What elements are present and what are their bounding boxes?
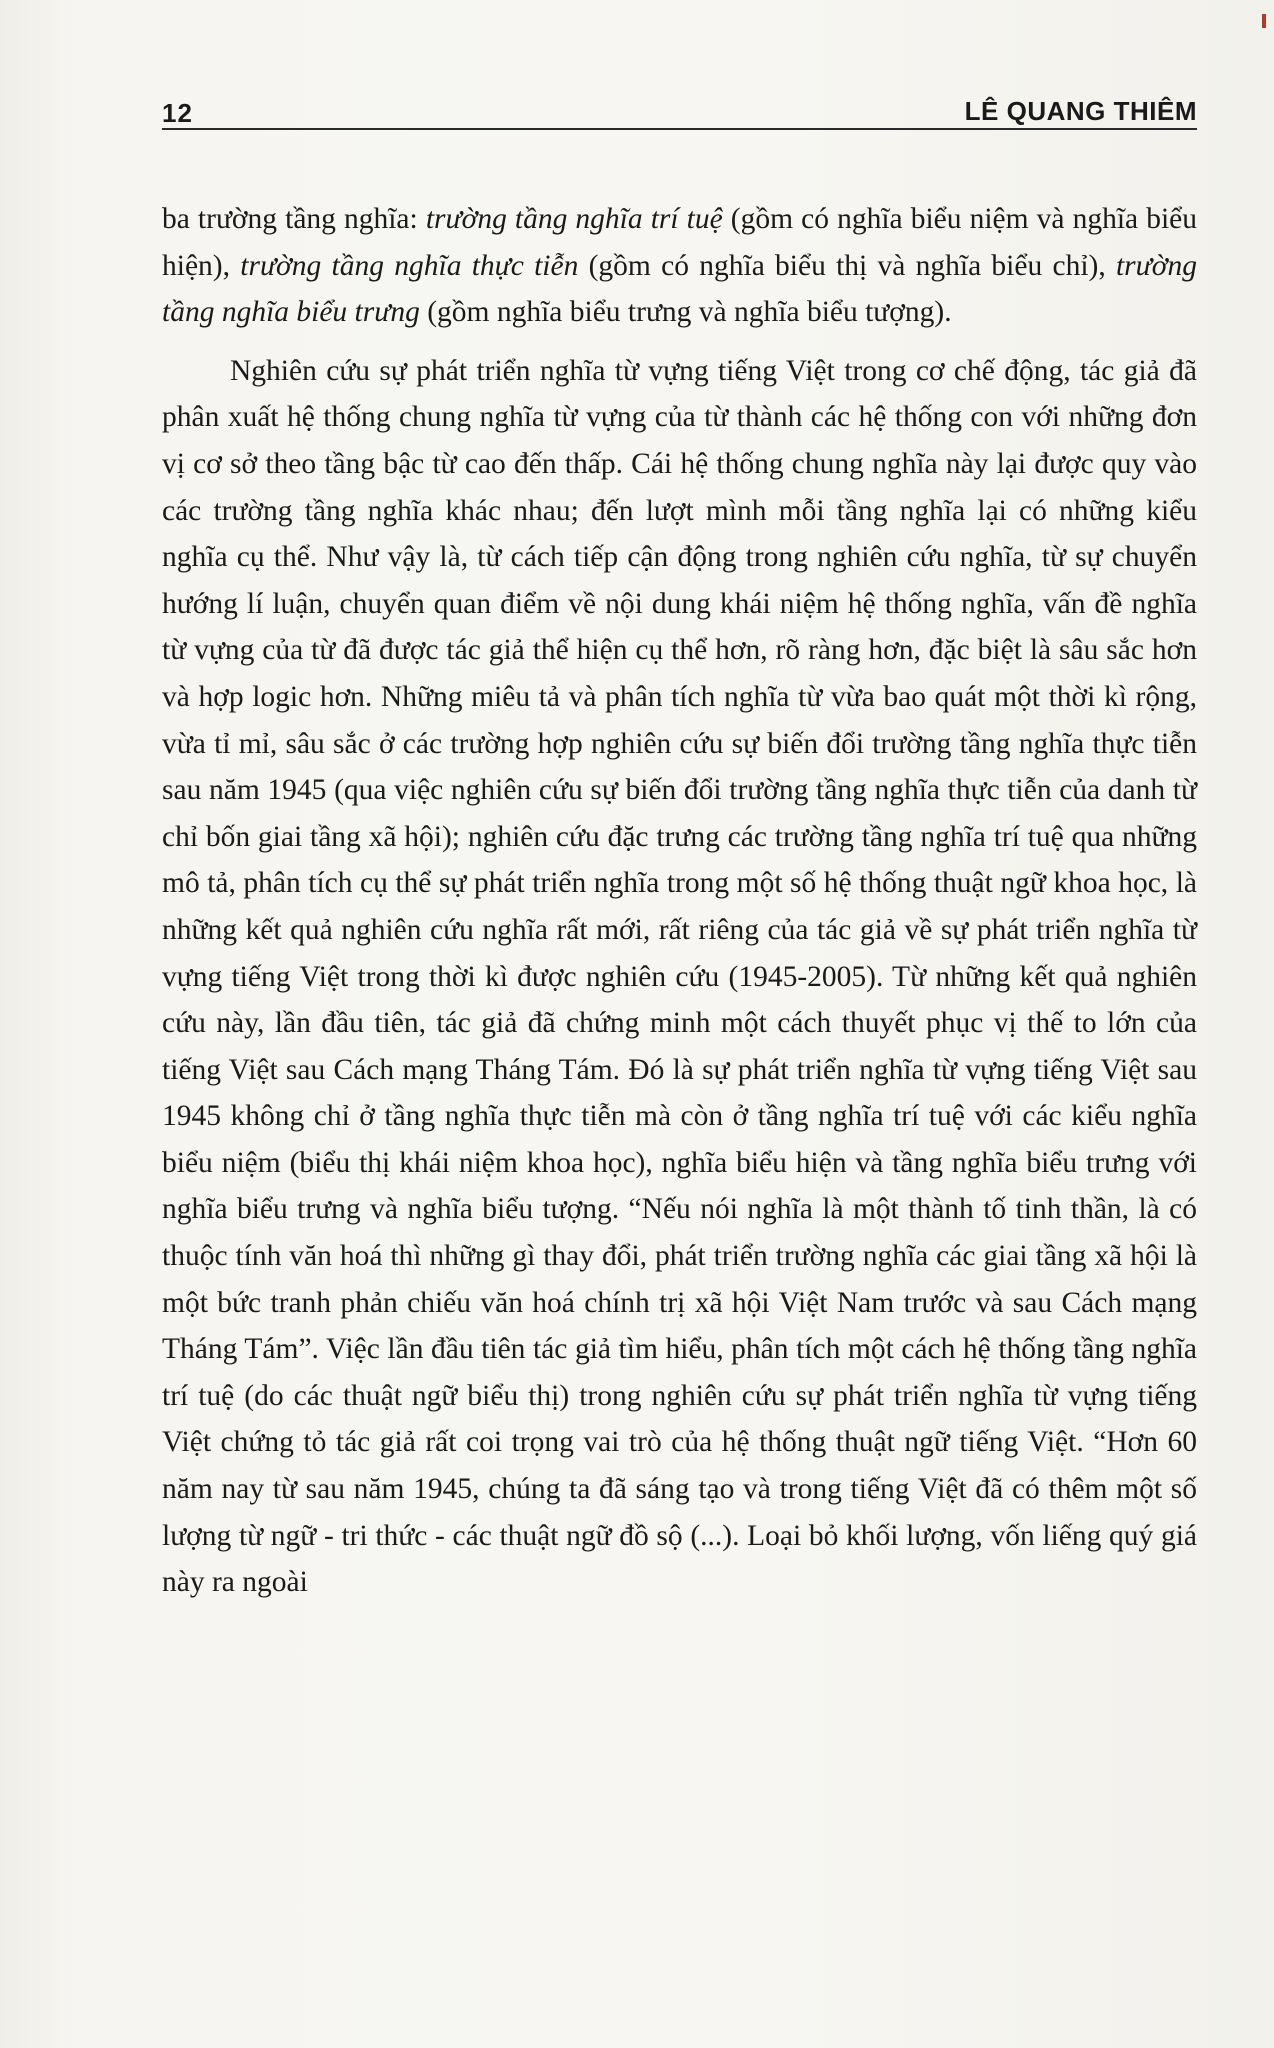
page-number: 12: [162, 98, 193, 128]
paragraph-2: Nghiên cứu sự phát triển nghĩa từ vựng tiếng Việt trong cơ chế động, tác giả đã phân xuất hệ thống chung nghĩa từ vựng của từ thành các hệ thống con với những đơn vị cơ sở theo tầng bậc từ cao đến thấp. Cái hệ thống chung nghĩa này lại được quy vào các trường tầng nghĩa khác nhau; đến lượt mình mỗi tầng nghĩa lại có những kiểu nghĩa cụ thể. Như vậy là, từ cách tiếp cận động trong nghiên cứu nghĩa, từ sự chuyển hướng lí luận, chuyển quan điểm về nội dung khái niệm hệ thống nghĩa, vấn đề nghĩa từ vựng của từ đã được tác giả thể hiện cụ thể hơn, rõ ràng hơn, đặc biệt là sâu sắc hơn và hợp logic hơn. Những miêu tả và phân tích nghĩa từ vừa bao quát một thời kì rộng, vừa tỉ mỉ, sâu sắc ở các trường hợp nghiên cứu sự biến đổi trường tầng nghĩa thực tiễn sau năm 1945 (qua việc nghiên cứu sự biến đổi trường tầng nghĩa thực tiễn của danh từ chỉ bốn giai tầng xã hội); nghiên cứu đặc trưng các trường tầng nghĩa trí tuệ qua những mô tả, phân tích cụ thể sự phát triển nghĩa trong một số hệ thống thuật ngữ khoa học, là những kết quả nghiên cứu nghĩa rất mới, rất riêng của tác giả về sự phát triển nghĩa từ vựng tiếng Việt trong thời kì được nghiên cứu (1945-2005). Từ những kết quả nghiên cứu này, lần đầu tiên, tác giả đã chứng minh một cách thuyết phục vị thế to lớn của tiếng Việt sau Cách mạng Tháng Tám. Đó là sự phát triển nghĩa từ vựng tiếng Việt sau 1945 không chỉ ở tầng nghĩa thực tiễn mà còn ở tầng nghĩa trí tuệ với các kiểu nghĩa biểu niệm (biểu thị khái niệm khoa học), nghĩa biểu hiện và tầng nghĩa biểu trưng với nghĩa biểu trưng và nghĩa biểu tượng. “Nếu nói nghĩa là một thành tố tinh thần, là có thuộc tính văn hoá thì những gì thay đổi, phát triển trường nghĩa các giai tầng xã hội là một bức tranh phản chiếu văn hoá chính trị xã hội Việt Nam trước và sau Cách mạng Tháng Tám”. Việc lần đầu tiên tác giả tìm hiểu, phân tích một cách hệ thống tầng nghĩa trí tuệ (do các thuật ngữ biểu thị) trong nghiên cứu sự phát triển nghĩa từ vựng tiếng Việt chứng tỏ tác giả rất coi trọng vai trò của hệ thống thuật ngữ tiếng Việt. “Hơn 60 năm nay từ sau năm 1945, chúng ta đã sáng tạo và trong tiếng Việt đã có thêm một số lượng từ ngữ - tri thức - các thuật ngữ đồ sộ (...). Loại bỏ khối lượng, vốn liếng quý giá này ra ngoài: [162, 354, 1197, 1599]
running-head: LÊ QUANG THIÊM: [964, 96, 1197, 126]
paragraph-1-text-2: (gồm có nghĩa biểu niệm và nghĩa biểu hiện),: [162, 203, 1197, 282]
page-edge-mark: [1262, 14, 1266, 28]
paragraph-1-italic-3: trường tầng nghĩa biểu trưng: [162, 249, 1197, 329]
paragraph-1-text-4: (gồm nghĩa biểu trưng và nghĩa biểu tượng).: [419, 296, 952, 329]
paragraph-1-text-1: ba trường tầng nghĩa:: [162, 203, 426, 235]
header-rule: [162, 128, 1197, 130]
page-header: [162, 96, 1197, 132]
paragraph-1-text-3: (gồm có nghĩa biểu thị và nghĩa biểu chỉ),: [578, 249, 1116, 282]
paragraph-1: [162, 196, 1197, 336]
paragraph-1-italic-2: trường tầng nghĩa thực tiễn: [240, 249, 579, 282]
body-text: [162, 196, 1197, 1606]
paragraph-1-italic-1: trường tầng nghĩa trí tuệ: [425, 203, 723, 235]
